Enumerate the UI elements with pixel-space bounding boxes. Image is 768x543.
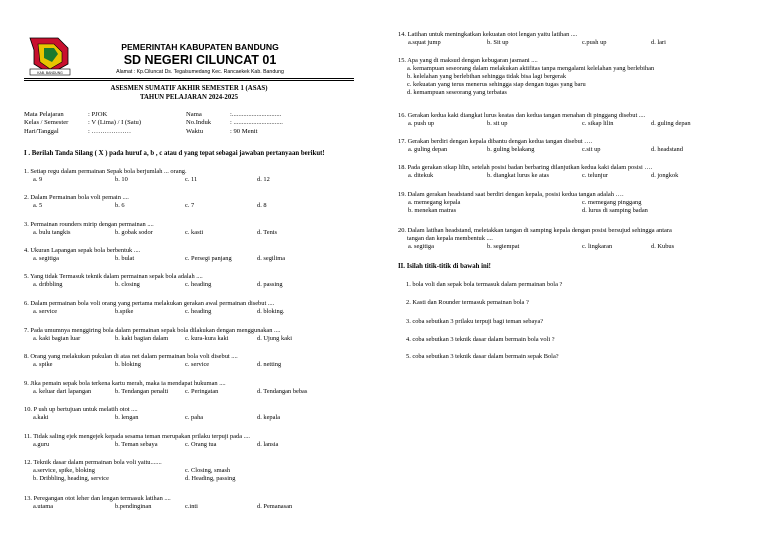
question-stem: 2. Dalam Permainan bola voli pemain .... — [24, 194, 129, 201]
logo-label: KAB. BANDUNG — [37, 70, 63, 75]
question-stem: 15. Apa yang di maksud dengan kebugaran jasmani .... — [398, 57, 538, 64]
answer-option[interactable]: d. lurus di samping badan — [582, 207, 648, 214]
answer-option[interactable]: b. 6 — [115, 202, 125, 209]
answer-options — [24, 335, 292, 343]
section-1-instruction: I . Berilah Tanda Silang ( X ) pada huruf a, b , c atau d yang tepat sebagai jawaban pertanyaan berikut! — [24, 150, 325, 157]
answer-options — [398, 39, 666, 47]
question-12 — [24, 459, 236, 483]
answer-option[interactable]: b. gobak sodor — [115, 229, 153, 236]
answer-option[interactable]: b. Tendangan penalti — [115, 388, 169, 395]
question-stem: 16. Gerakan kedua kaki diangkat lurus keatas dan kedua tangan menahan di pinggang disebut .... — [398, 112, 646, 119]
class-value: : V (Lima) / I (Satu) — [88, 119, 142, 127]
question-5 — [24, 273, 283, 289]
answer-option[interactable]: c. telunjur — [582, 172, 608, 179]
school-header — [90, 42, 310, 77]
question-stem: 12. Teknik dasar dalam permainan bola voli yaitu....... — [24, 459, 162, 466]
answer-option[interactable]: c. 7 — [185, 202, 195, 209]
answer-option[interactable]: d. kepala — [257, 414, 281, 421]
answer-option[interactable]: a. ditekuk — [408, 172, 434, 179]
subject-value: : PJOK — [88, 111, 108, 118]
school-address: Alamat : Kp.Ciluncat Ds. Tegalsumedang Kec. Rancaekek Kab. Bandung — [116, 69, 284, 75]
question-stem: 8. Orang yang melakukan pukulan di atas net dalam permainan bola voli disebut .... — [24, 353, 238, 360]
essay-question-4: 4. coba sebutkan 3 teknik dasar dalam bermain bola voli ? — [406, 336, 555, 343]
answer-option[interactable]: a. kemampuan seseorang dalam melakukan aktifitas tanpa mengalami kelelahan yang berlebihan — [407, 65, 655, 72]
answer-option[interactable]: a. memegang kepala — [408, 199, 461, 206]
question-1 — [398, 31, 666, 47]
question-stem: 13. Peregangan otot leher dan lengan termasuk latihan .... — [24, 495, 171, 502]
question-stem: 19. Dalam gerakan headstand saat berdiri dengan kepala, posisi kedua tangan adalah …. — [398, 191, 624, 198]
answer-option[interactable]: c. Peringatan — [185, 388, 219, 395]
question-11 — [24, 433, 279, 449]
answer-option[interactable]: c. kekuatan yang terus menerus sehingga siap dengan tugas yang baru — [407, 81, 586, 88]
answer-option[interactable]: c. paha — [185, 414, 204, 421]
answer-option[interactable]: c. Orang tua — [185, 441, 217, 448]
answer-options — [24, 467, 231, 475]
answer-option[interactable]: b. sit up — [487, 120, 508, 127]
question-stem: 10. P ush up bertujuan untuk melatih otot .... — [24, 406, 138, 413]
answer-option[interactable]: d. guling depan — [651, 120, 691, 127]
question-stem: 1. Setiap regu dalam permainan Sepak bola berjumlah ... orang. — [24, 168, 187, 175]
answer-option[interactable]: d. lansia — [257, 441, 279, 448]
essay-question-3: 3. coba sebutkan 3 prilaku terpuji bagi teman sebaya? — [406, 318, 544, 325]
question-2 — [24, 194, 267, 210]
exam-title-line2: TAHUN PELAJARAN 2024-2025 — [139, 94, 239, 101]
answer-option[interactable]: d. 8 — [257, 202, 267, 209]
answer-option[interactable]: a. dribbling — [33, 281, 63, 288]
answer-option[interactable]: a. bulu tangkis — [33, 229, 71, 236]
answer-option[interactable]: a. segitiga — [33, 255, 59, 262]
answer-option[interactable]: b. Teman sebaya — [115, 441, 158, 448]
answer-options — [24, 441, 279, 449]
exam-title-line1: ASESMEN SUMATIF AKHIR SEMESTER 1 (ASAS) — [110, 85, 268, 92]
answer-option[interactable]: d. Tenis — [257, 229, 278, 236]
answer-option[interactable]: d. segilima — [257, 255, 286, 262]
answer-option[interactable]: c.inti — [185, 503, 198, 510]
question-stem: 20. Dalam latihan headstand, meletakkan tangan di samping kepala dengan posisi bersujud sehingga antara — [398, 227, 672, 234]
answer-option[interactable]: b. guling belakang — [487, 146, 535, 153]
question-8 — [24, 353, 282, 369]
question-1 — [24, 168, 270, 184]
answer-option[interactable]: b. menekan matras — [408, 207, 457, 214]
answer-option[interactable]: a. 9 — [33, 176, 43, 183]
answer-option[interactable]: d. Heading, passing — [185, 475, 236, 482]
question-stem: 6. Dalam permainan bola voli orang yang pertama melakukan gerakan awal permainan disebut .... — [24, 300, 275, 307]
answer-option[interactable]: b.spike — [115, 308, 134, 315]
question-3 — [24, 221, 278, 237]
answer-option[interactable]: a.squat jump — [408, 39, 441, 46]
essay-question-1: 1. bola voli dan sepak bola termasuk dalam permainan bola ? — [406, 281, 563, 288]
answer-option[interactable]: d. passing — [257, 281, 283, 288]
question-7 — [24, 327, 292, 343]
question-2 — [398, 57, 654, 97]
answer-options — [24, 281, 283, 289]
answer-options — [24, 475, 236, 483]
answer-option[interactable]: b. Sit up — [487, 39, 509, 46]
question-stem: 17. Gerakan berdiri dengan kepala dibantu dengan kedua tangan disebut …. — [398, 138, 593, 145]
class-label: Kelas / Semester — [24, 119, 69, 127]
answer-option[interactable]: d. kemampuan seseorang yang terbatas — [407, 89, 507, 96]
answer-options — [24, 414, 281, 422]
answer-option[interactable]: c. lingkaran — [582, 243, 613, 250]
question-13 — [24, 495, 293, 511]
answer-option[interactable]: a. push up — [408, 120, 435, 127]
answer-options — [24, 176, 270, 184]
time-value: : 90 Menit — [230, 127, 258, 135]
answer-option[interactable]: c. 11 — [185, 176, 198, 183]
answer-option[interactable]: b. bloking — [115, 361, 141, 368]
question-7 — [398, 227, 675, 251]
subject-label: Mata Pelajaran — [24, 111, 64, 118]
question-4 — [24, 247, 286, 263]
answer-option[interactable]: b. Dribbling, heading, service — [33, 475, 109, 482]
answer-option[interactable]: d. 12 — [257, 176, 270, 183]
answer-options — [398, 243, 675, 251]
question-5 — [398, 164, 679, 180]
answer-option[interactable]: d. Kubus — [651, 243, 675, 250]
question-6 — [24, 300, 285, 316]
answer-option[interactable]: d. lari — [651, 39, 666, 46]
answer-option[interactable]: b. lengan — [115, 414, 139, 421]
answer-options — [398, 199, 642, 207]
question-stem: 4. Ukuran Lapangan sepak bola berbentuk .... — [24, 247, 141, 254]
answer-option[interactable]: d. jongkok — [651, 172, 679, 179]
school-name: SD NEGERI CILUNCAT 01 — [123, 53, 277, 67]
nis-label: No.Induk — [186, 119, 212, 127]
answer-option[interactable]: b.pendinginan — [115, 503, 152, 510]
answer-option[interactable]: c. Closing, smash — [185, 467, 231, 474]
essay-question-5: 5. coba sebutkan 3 teknik dasar dalam bermain sepak Bola? — [406, 353, 559, 360]
header-divider — [24, 78, 354, 79]
answer-option[interactable]: a. spike — [33, 361, 53, 368]
answer-option[interactable]: b. closing — [115, 281, 140, 288]
answer-option[interactable]: c.push up — [582, 39, 607, 46]
answer-options — [398, 207, 648, 215]
answer-option[interactable]: a. kaki bagian luar — [33, 335, 81, 342]
answer-options — [24, 388, 308, 396]
answer-option[interactable]: d. Ujung kaki — [257, 335, 292, 342]
question-9 — [24, 380, 308, 396]
answer-option[interactable]: a.service, spike, bloking — [33, 467, 95, 474]
answer-options — [24, 361, 282, 369]
time-label: Waktu — [186, 127, 204, 135]
answer-option[interactable]: b. kaki bagian dalam — [115, 335, 169, 342]
answer-option[interactable]: c. Persegi panjang — [185, 255, 232, 262]
date-label: Hari/Tanggal — [24, 127, 59, 135]
answer-option[interactable]: b. segiempat — [487, 243, 520, 250]
answer-options — [24, 229, 278, 237]
answer-option[interactable]: b. 10 — [115, 176, 128, 183]
answer-option[interactable]: d. Pemanasan — [257, 503, 293, 510]
question-stem: 3. Permainan rounders mirip dengan permainan .... — [24, 221, 154, 228]
header-divider-2 — [24, 80, 354, 81]
answer-options — [398, 172, 679, 180]
name-label: Nama — [186, 111, 202, 118]
answer-option[interactable]: b. bulat — [115, 255, 135, 262]
answer-options — [398, 146, 683, 154]
name-field[interactable]: :.............................. — [230, 111, 282, 118]
question-10 — [24, 406, 281, 422]
essay-question-2: 2. Kasti dan Rounder termasuk pemainan bola ? — [406, 299, 529, 306]
answer-option[interactable]: a.kaki — [33, 414, 49, 421]
answer-option[interactable]: a. service — [33, 308, 58, 315]
answer-option[interactable]: d. headstand — [651, 146, 683, 153]
answer-option[interactable]: a. 5 — [33, 202, 43, 209]
question-stem-continued: tangan dan kepala membentuk .... — [407, 235, 493, 242]
question-stem: 5. Yang tidak Termasuk teknik dalam permainan sepak bola adalah .... — [24, 273, 203, 280]
question-3 — [398, 112, 691, 128]
date-value: : ……………… — [88, 127, 132, 135]
question-stem: 7. Pada umumnya menggiring bola dalam permainan sepak bola dilakukan dengan menggunakan .... — [24, 327, 281, 334]
answer-options — [24, 308, 285, 316]
answer-option[interactable]: d. bloking. — [257, 308, 285, 315]
answer-option[interactable]: c. heading — [185, 308, 212, 315]
government-name: PEMERINTAH KABUPATEN BANDUNG — [121, 42, 279, 52]
answer-option[interactable]: c. memegang pinggang — [582, 199, 642, 206]
answer-option[interactable]: a. segitiga — [408, 243, 434, 250]
answer-option[interactable]: a.guru — [33, 441, 50, 448]
answer-option[interactable]: a.utama — [33, 503, 54, 510]
exam-title — [24, 84, 354, 102]
answer-options — [24, 255, 286, 263]
question-stem: 14. Latihan untuk meningkatkan kekuatan otot lengan yaitu latihan .... — [398, 31, 578, 38]
question-stem: 11. Tidak saling ejek mengejek kepada sesama teman merupakan prilaku terpuji pada .... — [24, 433, 251, 440]
answer-option[interactable]: a. guling depan — [408, 146, 448, 153]
answer-options — [24, 503, 293, 511]
question-stem: 18. Pada gerakan sikap lilin, setelah posisi badan berbaring dilanjutkan kedua kaki dalam posisi …. — [398, 164, 653, 171]
answer-option[interactable]: b. diangkat lurus ke atas — [487, 172, 549, 179]
answer-option[interactable]: c. kasti — [185, 229, 204, 236]
answer-options — [398, 120, 691, 128]
answer-option[interactable]: d. netting — [257, 361, 282, 368]
answer-option[interactable]: c. heading — [185, 281, 212, 288]
answer-option[interactable]: c. sikap lilin — [582, 120, 614, 127]
answer-option[interactable]: c. service — [185, 361, 210, 368]
answer-option[interactable]: a. keluar dari lapangan — [33, 388, 92, 395]
nis-field[interactable]: : .............................. — [230, 119, 283, 127]
section-2-instruction: II. Isilah titik-titik di bawah ini! — [398, 263, 491, 270]
answer-option[interactable]: b. kelelahan yang berlebihan sehingga tidak bisa lagi bergerak — [407, 73, 567, 80]
question-stem: 9. Jika pemain sepak bola terkena kartu merah, maka ia mendapat hukuman .... — [24, 380, 226, 387]
answer-options — [24, 202, 267, 210]
question-4 — [398, 138, 683, 154]
kabupaten-bandung-logo — [28, 36, 72, 76]
answer-option[interactable]: c.sit up — [582, 146, 601, 153]
answer-option[interactable]: c. kura-kura kaki — [185, 335, 229, 342]
answer-option[interactable]: d. Tendangan bebas — [257, 388, 308, 395]
question-6 — [398, 191, 648, 215]
